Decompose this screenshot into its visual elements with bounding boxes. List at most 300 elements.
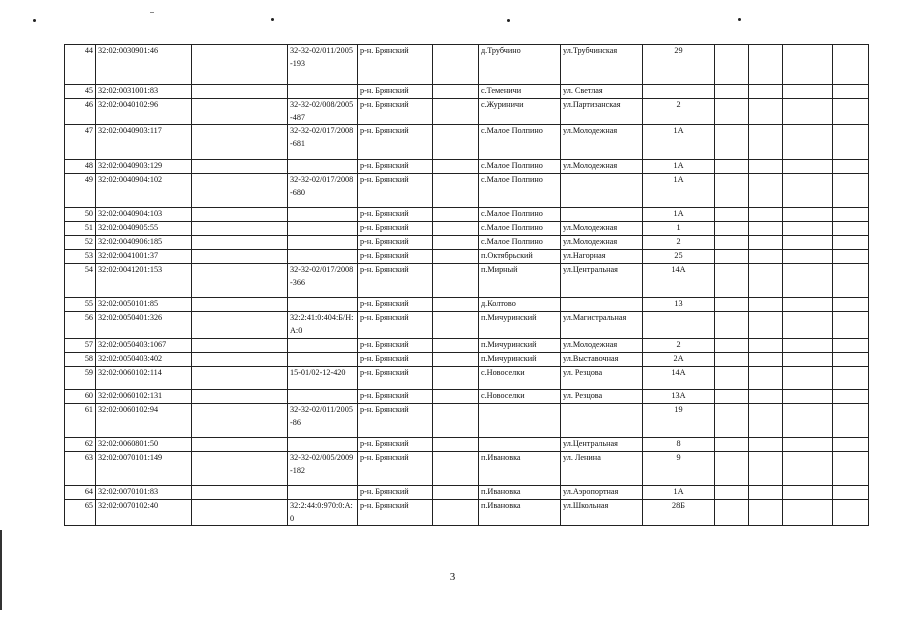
locality-name: с.Малое Полпино — [479, 236, 561, 250]
empty-cell — [833, 99, 869, 125]
district-name: р-н. Брянский — [358, 250, 433, 264]
empty-cell — [192, 312, 288, 338]
empty-cell — [783, 85, 833, 99]
locality-name: п.Мичуринский — [479, 312, 561, 338]
empty-cell — [192, 160, 288, 174]
table-row — [65, 312, 869, 338]
cadastral-number: 32:02:0041201:153 — [96, 264, 192, 298]
row-number: 44 — [65, 45, 96, 85]
empty-cell — [715, 85, 749, 99]
empty-cell — [749, 236, 783, 250]
registration-number — [288, 222, 358, 236]
cadastral-number: 32:02:0060102:94 — [96, 403, 192, 437]
locality-name: п.Мирный — [479, 264, 561, 298]
locality-name: с.Малое Полпино — [479, 222, 561, 236]
table-row — [65, 264, 869, 298]
house-number: 14А — [643, 264, 715, 298]
row-number: 58 — [65, 352, 96, 366]
locality-name: п.Ивановка — [479, 451, 561, 485]
cadastral-number: 32:02:0031001:83 — [96, 85, 192, 99]
property-table — [64, 44, 869, 526]
district-name: р-н. Брянский — [358, 45, 433, 85]
registration-number — [288, 298, 358, 312]
district-name: р-н. Брянский — [358, 499, 433, 525]
empty-cell — [783, 264, 833, 298]
row-number: 62 — [65, 437, 96, 451]
empty-cell — [433, 485, 479, 499]
registration-number — [288, 250, 358, 264]
table-row — [65, 45, 869, 85]
cadastral-number: 32:02:0060102:114 — [96, 366, 192, 389]
empty-cell — [833, 352, 869, 366]
empty-cell — [192, 499, 288, 525]
locality-name: с.Новоселки — [479, 389, 561, 403]
empty-cell — [192, 485, 288, 499]
house-number — [643, 85, 715, 99]
empty-cell — [783, 366, 833, 389]
street-name: ул.Центральная — [561, 264, 643, 298]
cadastral-number: 32:02:0050101:85 — [96, 298, 192, 312]
district-name: р-н. Брянский — [358, 208, 433, 222]
street-name — [561, 174, 643, 208]
house-number: 2 — [643, 236, 715, 250]
empty-cell — [192, 389, 288, 403]
empty-cell — [715, 389, 749, 403]
empty-cell — [192, 264, 288, 298]
empty-cell — [783, 338, 833, 352]
house-number: 2А — [643, 352, 715, 366]
house-number: 1А — [643, 125, 715, 160]
district-name: р-н. Брянский — [358, 85, 433, 99]
table-row — [65, 99, 869, 125]
page-number: 3 — [449, 571, 456, 583]
district-name: р-н. Брянский — [358, 352, 433, 366]
registration-number: 32:2:41:0:404:Б/Н:А:0 — [288, 312, 358, 338]
empty-cell — [192, 85, 288, 99]
table-row — [65, 222, 869, 236]
empty-cell — [715, 437, 749, 451]
empty-cell — [433, 208, 479, 222]
row-number: 56 — [65, 312, 96, 338]
registration-number: 32-32-02/011/2005-193 — [288, 45, 358, 85]
street-name: ул.Аэропортная — [561, 485, 643, 499]
empty-cell — [833, 174, 869, 208]
empty-cell — [433, 236, 479, 250]
street-name: ул.Нагорная — [561, 250, 643, 264]
empty-cell — [192, 366, 288, 389]
empty-cell — [749, 250, 783, 264]
empty-cell — [783, 125, 833, 160]
row-number: 59 — [65, 366, 96, 389]
scan-dot — [271, 18, 274, 21]
locality-name: с.Новоселки — [479, 366, 561, 389]
empty-cell — [433, 174, 479, 208]
cadastral-number: 32:02:0040903:117 — [96, 125, 192, 160]
row-number: 65 — [65, 499, 96, 525]
empty-cell — [833, 403, 869, 437]
house-number: 28Б — [643, 499, 715, 525]
empty-cell — [192, 451, 288, 485]
empty-cell — [783, 403, 833, 437]
house-number: 14А — [643, 366, 715, 389]
empty-cell — [192, 403, 288, 437]
house-number: 19 — [643, 403, 715, 437]
empty-cell — [783, 208, 833, 222]
locality-name: п.Октябрьский — [479, 250, 561, 264]
house-number: 9 — [643, 451, 715, 485]
empty-cell — [433, 352, 479, 366]
locality-name: с.Теменичи — [479, 85, 561, 99]
empty-cell — [833, 250, 869, 264]
district-name: р-н. Брянский — [358, 403, 433, 437]
row-number: 48 — [65, 160, 96, 174]
cadastral-number: 32:02:0040904:102 — [96, 174, 192, 208]
district-name: р-н. Брянский — [358, 264, 433, 298]
empty-cell — [783, 99, 833, 125]
table-row — [65, 499, 869, 525]
district-name: р-н. Брянский — [358, 312, 433, 338]
scan-dot — [738, 18, 741, 21]
district-name: р-н. Брянский — [358, 125, 433, 160]
empty-cell — [783, 437, 833, 451]
empty-cell — [433, 222, 479, 236]
row-number: 55 — [65, 298, 96, 312]
empty-cell — [783, 250, 833, 264]
cadastral-number: 32:02:0041001:37 — [96, 250, 192, 264]
empty-cell — [433, 338, 479, 352]
empty-cell — [715, 208, 749, 222]
registration-number — [288, 236, 358, 250]
table-row — [65, 236, 869, 250]
district-name: р-н. Брянский — [358, 99, 433, 125]
row-number: 63 — [65, 451, 96, 485]
cadastral-number: 32:02:0050403:402 — [96, 352, 192, 366]
street-name: ул. Светлая — [561, 85, 643, 99]
empty-cell — [833, 485, 869, 499]
registration-number — [288, 338, 358, 352]
scan-dot — [33, 19, 36, 22]
registration-number: 32-32-02/008/2005-487 — [288, 99, 358, 125]
empty-cell — [783, 389, 833, 403]
empty-cell — [749, 437, 783, 451]
empty-cell — [783, 45, 833, 85]
empty-cell — [715, 250, 749, 264]
empty-cell — [192, 236, 288, 250]
locality-name: п.Ивановка — [479, 485, 561, 499]
row-number: 47 — [65, 125, 96, 160]
empty-cell — [715, 264, 749, 298]
table-row — [65, 352, 869, 366]
street-name: ул.Трубчинская — [561, 45, 643, 85]
empty-cell — [715, 236, 749, 250]
table-row — [65, 174, 869, 208]
empty-cell — [715, 338, 749, 352]
locality-name: д.Колтово — [479, 298, 561, 312]
empty-cell — [715, 99, 749, 125]
locality-name: п.Мичуринский — [479, 338, 561, 352]
empty-cell — [433, 389, 479, 403]
empty-cell — [715, 174, 749, 208]
empty-cell — [783, 312, 833, 338]
registration-number — [288, 208, 358, 222]
registration-number — [288, 389, 358, 403]
street-name: ул.Магистральная — [561, 312, 643, 338]
locality-name: с.Малое Полпино — [479, 174, 561, 208]
table-row — [65, 389, 869, 403]
locality-name: д.Трубчино — [479, 45, 561, 85]
street-name: ул.Молодежная — [561, 222, 643, 236]
empty-cell — [715, 222, 749, 236]
empty-cell — [433, 312, 479, 338]
registration-number: 32-32-02/005/2009-182 — [288, 451, 358, 485]
empty-cell — [715, 499, 749, 525]
empty-cell — [833, 45, 869, 85]
locality-name: с.Малое Полпино — [479, 208, 561, 222]
empty-cell — [749, 451, 783, 485]
empty-cell — [833, 312, 869, 338]
district-name: р-н. Брянский — [358, 160, 433, 174]
row-number: 60 — [65, 389, 96, 403]
cadastral-number: 32:02:0050401:326 — [96, 312, 192, 338]
district-name: р-н. Брянский — [358, 451, 433, 485]
empty-cell — [783, 352, 833, 366]
empty-cell — [783, 174, 833, 208]
table-row — [65, 125, 869, 160]
row-number: 57 — [65, 338, 96, 352]
empty-cell — [433, 85, 479, 99]
house-number: 1А — [643, 208, 715, 222]
registration-number — [288, 352, 358, 366]
empty-cell — [749, 264, 783, 298]
empty-cell — [833, 298, 869, 312]
district-name: р-н. Брянский — [358, 236, 433, 250]
street-name: ул.Выставочная — [561, 352, 643, 366]
empty-cell — [783, 222, 833, 236]
cadastral-number: 32:02:0060801:50 — [96, 437, 192, 451]
house-number: 1А — [643, 174, 715, 208]
locality-name: с.Журиничи — [479, 99, 561, 125]
locality-name: с.Малое Полпино — [479, 160, 561, 174]
cadastral-number: 32:02:0040906:185 — [96, 236, 192, 250]
table-row — [65, 85, 869, 99]
empty-cell — [833, 236, 869, 250]
empty-cell — [433, 366, 479, 389]
house-number: 2 — [643, 99, 715, 125]
empty-cell — [749, 222, 783, 236]
district-name: р-н. Брянский — [358, 485, 433, 499]
empty-cell — [833, 451, 869, 485]
registration-number: 15-01/02-12-420 — [288, 366, 358, 389]
empty-cell — [433, 403, 479, 437]
house-number: 1А — [643, 485, 715, 499]
empty-cell — [749, 85, 783, 99]
house-number: 1 — [643, 222, 715, 236]
table-row — [65, 366, 869, 389]
table-row — [65, 338, 869, 352]
empty-cell — [192, 45, 288, 85]
empty-cell — [749, 45, 783, 85]
empty-cell — [749, 99, 783, 125]
cadastral-number: 32:02:0040903:129 — [96, 160, 192, 174]
empty-cell — [192, 125, 288, 160]
row-number: 50 — [65, 208, 96, 222]
empty-cell — [192, 174, 288, 208]
table-row — [65, 437, 869, 451]
street-name: ул. Резцова — [561, 366, 643, 389]
table-body — [65, 45, 869, 526]
district-name: р-н. Брянский — [358, 389, 433, 403]
empty-cell — [833, 366, 869, 389]
empty-cell — [433, 160, 479, 174]
locality-name: п.Мичуринский — [479, 352, 561, 366]
empty-cell — [833, 160, 869, 174]
street-name: ул. Ленина — [561, 451, 643, 485]
row-number: 49 — [65, 174, 96, 208]
house-number: 8 — [643, 437, 715, 451]
empty-cell — [433, 451, 479, 485]
row-number: 53 — [65, 250, 96, 264]
empty-cell — [749, 174, 783, 208]
house-number: 13 — [643, 298, 715, 312]
street-name: ул.Партизанская — [561, 99, 643, 125]
house-number — [643, 312, 715, 338]
street-name: ул. Резцова — [561, 389, 643, 403]
empty-cell — [433, 250, 479, 264]
row-number: 52 — [65, 236, 96, 250]
empty-cell — [833, 437, 869, 451]
empty-cell — [715, 298, 749, 312]
cadastral-number: 32:02:0050403:1067 — [96, 338, 192, 352]
empty-cell — [192, 298, 288, 312]
street-name: ул.Молодежная — [561, 338, 643, 352]
district-name: р-н. Брянский — [358, 174, 433, 208]
street-name — [561, 403, 643, 437]
empty-cell — [192, 352, 288, 366]
row-number: 54 — [65, 264, 96, 298]
empty-cell — [192, 99, 288, 125]
street-name — [561, 208, 643, 222]
empty-cell — [749, 352, 783, 366]
district-name: р-н. Брянский — [358, 366, 433, 389]
empty-cell — [433, 437, 479, 451]
empty-cell — [833, 85, 869, 99]
street-name: ул.Центральная — [561, 437, 643, 451]
row-number: 46 — [65, 99, 96, 125]
empty-cell — [433, 45, 479, 85]
empty-cell — [749, 298, 783, 312]
street-name: ул.Молодежная — [561, 236, 643, 250]
empty-cell — [715, 125, 749, 160]
row-number: 64 — [65, 485, 96, 499]
registration-number — [288, 160, 358, 174]
empty-cell — [715, 485, 749, 499]
cadastral-number: 32:02:0070101:83 — [96, 485, 192, 499]
street-name — [561, 298, 643, 312]
district-name: р-н. Брянский — [358, 222, 433, 236]
empty-cell — [833, 208, 869, 222]
cadastral-number: 32:02:0040102:96 — [96, 99, 192, 125]
empty-cell — [715, 312, 749, 338]
row-number: 51 — [65, 222, 96, 236]
empty-cell — [833, 338, 869, 352]
table-row — [65, 451, 869, 485]
cadastral-number: 32:02:0040904:103 — [96, 208, 192, 222]
empty-cell — [749, 160, 783, 174]
locality-name: п.Ивановка — [479, 499, 561, 525]
empty-cell — [833, 389, 869, 403]
district-name: р-н. Брянский — [358, 338, 433, 352]
empty-cell — [192, 222, 288, 236]
empty-cell — [749, 485, 783, 499]
empty-cell — [192, 338, 288, 352]
empty-cell — [433, 499, 479, 525]
scan-edge-mark — [0, 530, 2, 610]
cadastral-number: 32:02:0030901:46 — [96, 45, 192, 85]
scan-mark — [150, 12, 154, 13]
house-number: 1А — [643, 160, 715, 174]
table-row — [65, 485, 869, 499]
locality-name — [479, 403, 561, 437]
empty-cell — [833, 125, 869, 160]
empty-cell — [749, 312, 783, 338]
empty-cell — [749, 338, 783, 352]
empty-cell — [715, 160, 749, 174]
table-row — [65, 208, 869, 222]
registration-number: 32-32-02/017/2008-680 — [288, 174, 358, 208]
registration-number: 32-32-02/017/2008-366 — [288, 264, 358, 298]
empty-cell — [433, 298, 479, 312]
table-row — [65, 160, 869, 174]
empty-cell — [783, 160, 833, 174]
street-name: ул.Школьная — [561, 499, 643, 525]
empty-cell — [783, 499, 833, 525]
table-row — [65, 403, 869, 437]
empty-cell — [783, 298, 833, 312]
empty-cell — [833, 222, 869, 236]
empty-cell — [833, 264, 869, 298]
empty-cell — [749, 403, 783, 437]
empty-cell — [433, 125, 479, 160]
empty-cell — [783, 451, 833, 485]
house-number: 25 — [643, 250, 715, 264]
scan-dot — [507, 19, 510, 22]
row-number: 61 — [65, 403, 96, 437]
registration-number — [288, 437, 358, 451]
registration-number: 32-32-02/011/2005-86 — [288, 403, 358, 437]
locality-name — [479, 437, 561, 451]
district-name: р-н. Брянский — [358, 298, 433, 312]
row-number: 45 — [65, 85, 96, 99]
locality-name: с.Малое Полпино — [479, 125, 561, 160]
empty-cell — [192, 208, 288, 222]
empty-cell — [433, 99, 479, 125]
cadastral-number: 32:02:0040905:55 — [96, 222, 192, 236]
registration-number: 32:2:44:0:970:0:А:0 — [288, 499, 358, 525]
empty-cell — [783, 485, 833, 499]
table-row — [65, 250, 869, 264]
empty-cell — [749, 208, 783, 222]
empty-cell — [192, 437, 288, 451]
empty-cell — [749, 125, 783, 160]
street-name: ул.Молодежная — [561, 125, 643, 160]
registration-number: 32-32-02/017/2008-681 — [288, 125, 358, 160]
empty-cell — [433, 264, 479, 298]
empty-cell — [783, 236, 833, 250]
empty-cell — [715, 451, 749, 485]
house-number: 13А — [643, 389, 715, 403]
empty-cell — [715, 366, 749, 389]
cadastral-number: 32:02:0070102:40 — [96, 499, 192, 525]
